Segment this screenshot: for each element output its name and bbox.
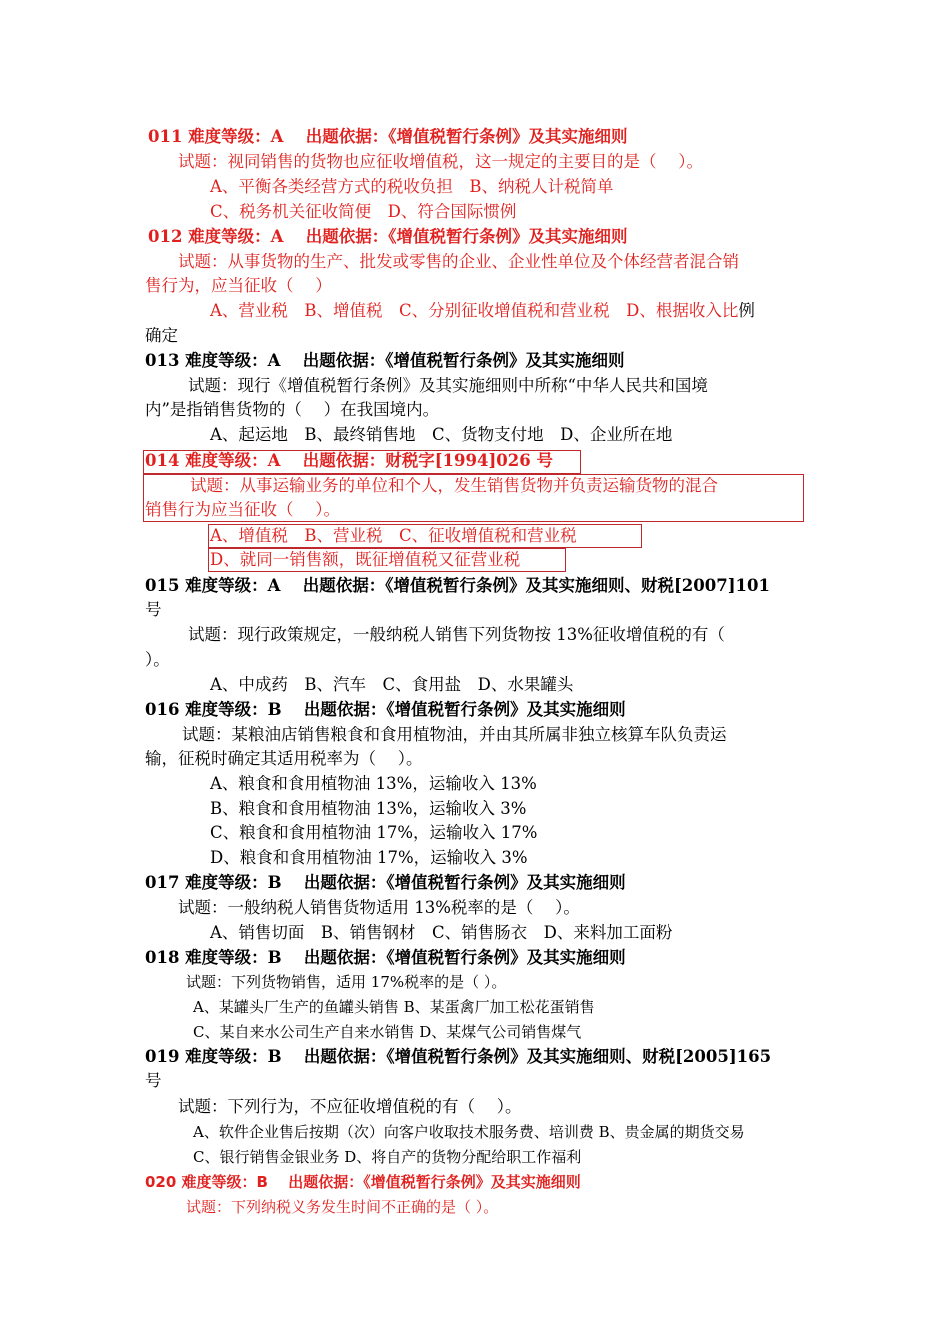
q019-header: 019 难度等级：B 出题依据：《增值税暂行条例》及其实施细则、财税[2005]165 [145, 1047, 772, 1066]
q011-options-ab: A、平衡各类经营方式的税收负担 B、纳税人计税简单 [210, 177, 614, 196]
q017-stem: 试题：一般纳税人销售货物适用 13%税率的是（ ）。 [178, 898, 580, 917]
q017-header: 017 难度等级：B 出题依据：《增值税暂行条例》及其实施细则 [145, 873, 626, 892]
q018-stem: 试题：下列货物销售，适用 17%税率的是（ ）。 [186, 973, 507, 991]
q020-stem: 试题：下列纳税义务发生时间不正确的是（ ）。 [186, 1198, 499, 1216]
q016-stem-line1: 试题：某粮油店销售粮食和食用植物油，并由其所属非独立核算车队负责运 [182, 725, 727, 744]
q011-header: 011 难度等级：A 出题依据：《增值税暂行条例》及其实施细则 [148, 127, 628, 146]
q012-header: 012 难度等级：A 出题依据：《增值税暂行条例》及其实施细则 [148, 227, 628, 246]
q014-stem-line1: 试题：从事运输业务的单位和个人，发生销售货物并负责运输货物的混合 [190, 476, 718, 495]
q015-header: 015 难度等级：A 出题依据：《增值税暂行条例》及其实施细则、财税[2007]101 [145, 576, 770, 595]
q013-stem-line2: 内”是指销售货物的（ ）在我国境内。 [145, 400, 440, 419]
q019-options-ab: A、软件企业售后按期（次）向客户收取技术服务费、培训费 B、贵金属的期货交易 [193, 1123, 745, 1141]
q014-options-d: D、就同一销售额，既征增值税又征营业税 [210, 550, 521, 569]
q019-stem: 试题：下列行为，不应征收增值税的有（ ）。 [178, 1097, 522, 1116]
q020-header: 020 难度等级：B 出题依据：《增值税暂行条例》及其实施细则 [145, 1173, 581, 1191]
q018-options-cd: C、某自来水公司生产自来水销售 D、某煤气公司销售煤气 [193, 1023, 582, 1041]
q012-stem-line2: 售行为，应当征收（ ） [145, 276, 332, 295]
q019-header-cont: 号 [145, 1071, 162, 1090]
q011-stem: 试题：视同销售的货物也应征收增值税，这一规定的主要目的是（ ）。 [178, 152, 703, 171]
q012-options-cont: 确定 [145, 326, 178, 345]
q013-stem-line1: 试题：现行《增值税暂行条例》及其实施细则中所称“中华人民共和国境 [188, 376, 708, 395]
q016-option-b: B、粮食和食用植物油 13%，运输收入 3% [210, 799, 527, 818]
q016-option-a: A、粮食和食用植物油 13%，运输收入 13% [210, 774, 537, 793]
q012-options-red: A、营业税 B、增值税 C、分别征收增值税和营业税 D、根据收入比 [210, 301, 739, 320]
q014-options-abc: A、增值税 B、营业税 C、征收增值税和营业税 [210, 526, 577, 545]
q012-options-black: 例 [738, 301, 755, 320]
q011-options-cd: C、税务机关征收简便 D、符合国际惯例 [210, 202, 517, 221]
q014-header: 014 难度等级：A 出题依据：财税字[1994]026 号 [145, 451, 553, 470]
q015-header-cont: 号 [145, 600, 162, 619]
q015-stem-line1: 试题：现行政策规定，一般纳税人销售下列货物按 13%征收增值税的有（ [188, 625, 725, 644]
q016-option-c: C、粮食和食用植物油 17%，运输收入 17% [210, 823, 538, 842]
q017-options: A、销售切面 B、销售钢材 C、销售肠衣 D、来料加工面粉 [210, 923, 673, 942]
q013-options: A、起运地 B、最终销售地 C、货物支付地 D、企业所在地 [210, 425, 673, 444]
q019-options-cd: C、银行销售金银业务 D、将自产的货物分配给职工作福利 [193, 1148, 582, 1166]
q016-header: 016 难度等级：B 出题依据：《增值税暂行条例》及其实施细则 [145, 700, 626, 719]
q015-options: A、中成药 B、汽车 C、食用盐 D、水果罐头 [210, 675, 574, 694]
q012-stem-line1: 试题：从事货物的生产、批发或零售的企业、企业性单位及个体经营者混合销 [178, 252, 739, 271]
q018-options-ab: A、某罐头厂生产的鱼罐头销售 B、某蛋禽厂加工松花蛋销售 [193, 998, 595, 1016]
q016-option-d: D、粮食和食用植物油 17%，运输收入 3% [210, 848, 528, 867]
q013-header: 013 难度等级：A 出题依据：《增值税暂行条例》及其实施细则 [145, 351, 625, 370]
q018-header: 018 难度等级：B 出题依据：《增值税暂行条例》及其实施细则 [145, 948, 626, 967]
q015-stem-line2: ）。 [145, 650, 170, 669]
q016-stem-line2: 输，征税时确定其适用税率为（ ）。 [145, 749, 423, 768]
q014-stem-line2: 销售行为应当征收（ ）。 [145, 500, 340, 519]
q012-options [210, 299, 755, 323]
